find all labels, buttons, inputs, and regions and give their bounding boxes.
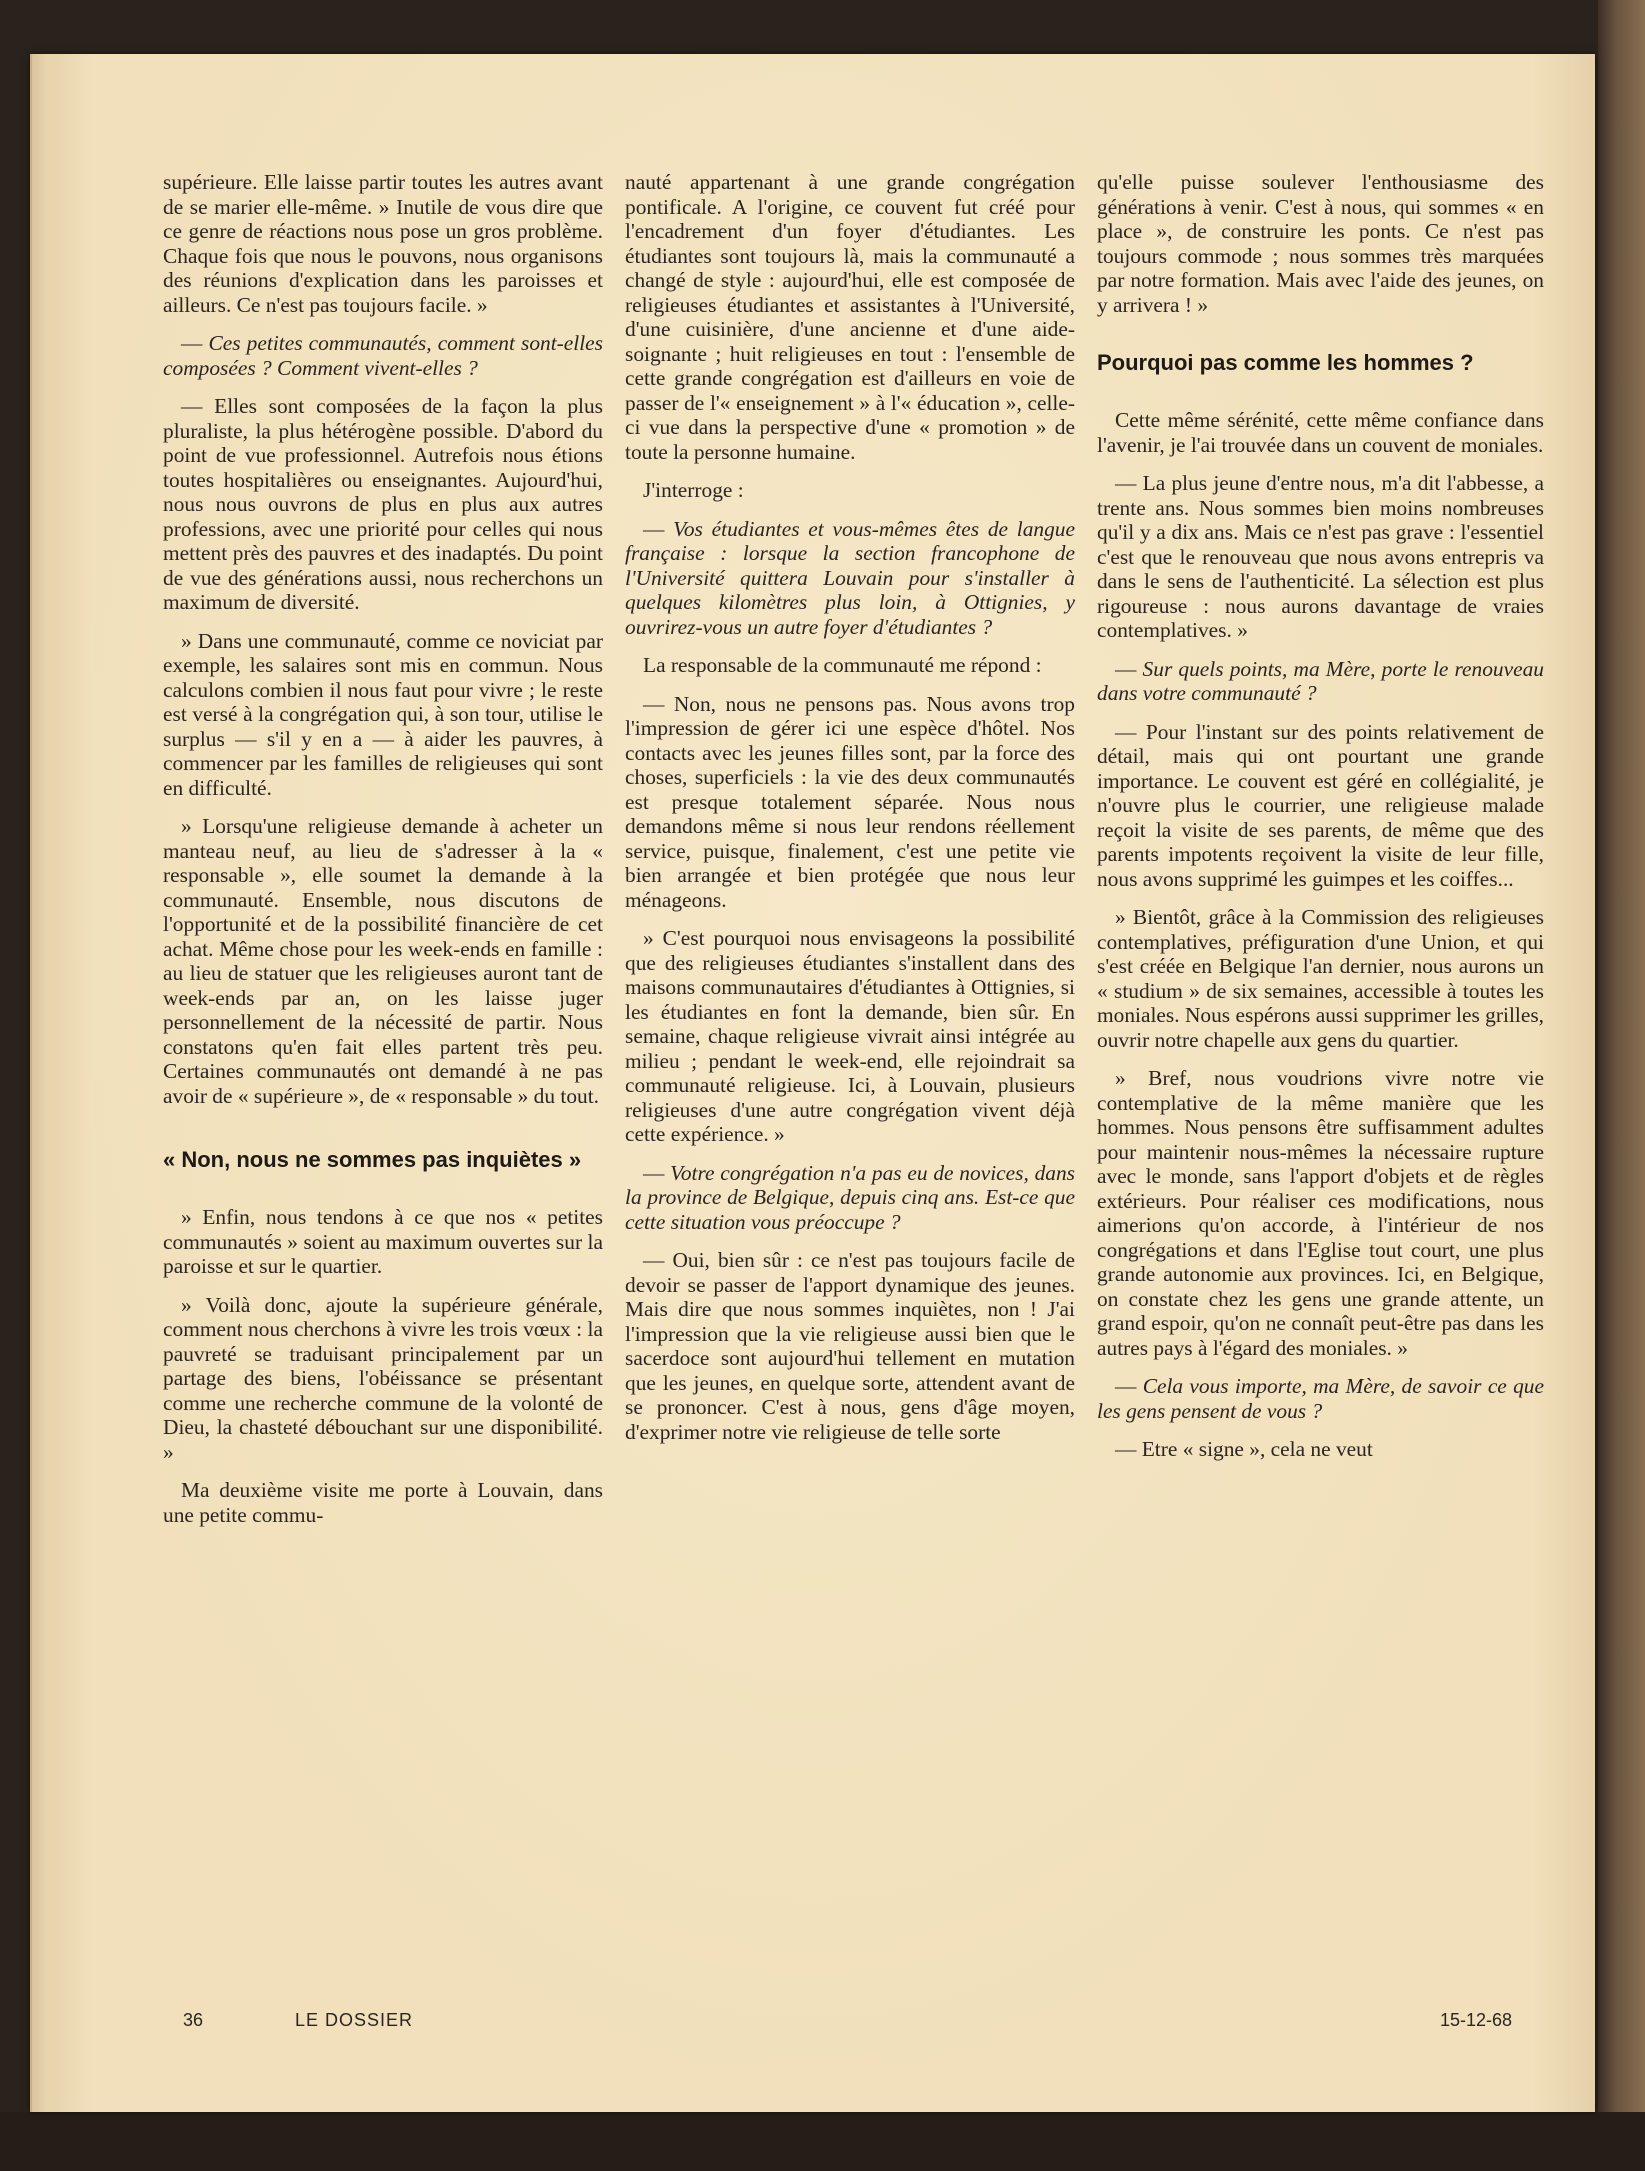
paragraph: qu'elle puisse soulever l'enthousiasme des générations à venir. C'est à nous, qui sommes « en place », de construire les ponts. Ce n'est pas toujours commode ; nous sommes très marquées par notre formation. Mais avec l'aide des jeunes, on y arrivera ! » — [1097, 170, 1544, 317]
paragraph: — La plus jeune d'entre nous, m'a dit l'abbesse, a trente ans. Nous sommes bien moins nombreuses qu'il y a dix ans. Mais ce n'est pas grave : l'essentiel c'est que le renouveau que nous avons entrepris va dans le sens de l'authenticité. La sélection est plus rigoureuse : nous aurons davantage de vraies contemplatives. » — [1097, 471, 1544, 642]
paragraph: » Enfin, nous tendons à ce que nos « petites communautés » soient au maximum ouvertes sur la paroisse et sur le quartier. — [163, 1205, 603, 1278]
paragraph: » Bientôt, grâce à la Commission des religieuses contemplatives, préfiguration d'une Union, et qui s'est créée en Belgique l'an dernier, nous aurons un « studium » de six semaines, accessible à toutes les moniales. Nous espérons aussi supprimer les grilles, ouvrir notre chapelle aux gens du quartier. — [1097, 905, 1544, 1052]
column-1 — [163, 170, 603, 1541]
question: — Votre congrégation n'a pas eu de novices, dans la province de Belgique, depuis cinq ans. Est-ce que cette situation vous préoccupe ? — [625, 1160, 1075, 1234]
page-binding-edge — [30, 54, 58, 2112]
paragraph: — Elles sont composées de la façon la plus pluraliste, la plus hétérogène possible. D'abord du point de vue professionnel. Autrefois nous étions toutes hospitalières ou enseignantes. Aujourd'hui, nous nous ouvrons de plus en plus aux autres professions, avec une priorité pour celles qui nous mettent près des pauvres et des inadaptés. Du point de vue des générations aussi, nous recherchons un maximum de diversité. — [163, 394, 603, 614]
scan-background — [0, 2112, 1645, 2171]
question: — Vos étudiantes et vous-mêmes êtes de langue française : lorsque la section francophone de l'Université quittera Louvain pour s'installer à quelques kilomètres plus loin, à Ottignies, y ouvrirez-vous un autre foyer d'étudiantes ? — [625, 516, 1075, 639]
paragraph: J'interroge : — [643, 478, 744, 502]
question: — Sur quels points, ma Mère, porte le renouveau dans votre communauté ? — [1097, 656, 1544, 705]
paragraph: — Pour l'instant sur des points relativement de détail, mais qui ont pourtant une grande importance. Le couvent est géré en collégialité, je n'ouvre plus le courrier, une religieuse malade reçoit la visite de ses parents, de même que des parents impotents reçoivent la visite de leur fille, nous avons supprimé les guimpes et les coiffes... — [1097, 719, 1544, 891]
page-number: 36 — [183, 2010, 204, 2030]
adjacent-page-edge — [1598, 0, 1645, 2171]
paragraph: » Voilà donc, ajoute la supérieure générale, comment nous cherchons à vivre les trois vœux : la pauvreté se traduisant principalement par un partage des biens, l'obéissance se présentant comme une recherche commune de la volonté de Dieu, la chasteté débouchant sur une disponibilité. » — [163, 1292, 603, 1464]
paragraph: » Lorsqu'une religieuse demande à acheter un manteau neuf, au lieu de s'adresser à la « responsable », elle soumet la demande à la communauté. Ensemble, nous discutons de l'opportunité et de la possibilité financière de cet achat. Même chose pour les week-ends en famille : au lieu de statuer que les religieuses auront tant de week-ends par an, on les laisse juger personnellement de la nécessité de partir. Nous constatons qu'en fait elles partent très peu. Certaines communautés ont demandé à ne pas avoir de « supérieure », de « responsable » du tout. — [163, 814, 603, 1108]
paragraph: — Oui, bien sûr : ce n'est pas toujours facile de devoir se passer de l'apport dynamique des jeunes. Mais dire que nous sommes inquiètes, non ! J'ai l'impression que la vie religieuse aussi bien que le sacerdoce sont aujourd'hui tellement en mutation que les jeunes, en quelque sorte, attendent avant de se prononcer. C'est à nous, gens d'âge moyen, d'exprimer notre vie religieuse de telle sorte — [625, 1248, 1075, 1444]
paragraph: » Bref, nous voudrions vivre notre vie contemplative de la même manière que les hommes. Nous pensons être suffisamment adultes pour maintenir nous-mêmes la nécessaire rupture avec le monde, sans l'apport d'objets et de règles extérieurs. Pour réaliser ces modifications, nous aimerions qu'on accorde, à l'intérieur de nos congrégations et dans l'Eglise tout court, une plus grande autonomie aux provinces. Ici, en Belgique, on constate chez les gens une grande attente, un grand espoir, qu'on ne connaît peut-être pas dans les autres pays à l'égard des moniales. » — [1097, 1066, 1544, 1360]
paragraph: supérieure. Elle laisse partir toutes les autres avant de se marier elle-même. » Inutile de vous dire que ce genre de réactions nous pose un gros problème. Chaque fois que nous le pouvons, nous organisons des réunions d'explication dans les paroisses et ailleurs. Ce n'est pas toujours facile. » — [163, 170, 603, 317]
question: — Ces petites communautés, comment sont-elles composées ? Comment vivent-elles ? — [163, 331, 603, 380]
column-3 — [1097, 170, 1544, 1476]
column-2 — [625, 170, 1075, 1458]
issue-date: 15-12-68 — [1440, 2010, 1513, 2030]
paragraph: nauté appartenant à une grande congrégation pontificale. A l'origine, ce couvent fut créé pour l'encadrement d'un foyer d'étudiantes. Les étudiantes sont toujours là, mais la communauté a changé de style : aujourd'hui, elle est composée de religieuses étudiantes et assistantes à l'Université, d'une cuisinière, d'une ancienne et d'une aide-soignante ; huit religieuses en tout : l'ensemble de cette grande congrégation est d'ailleurs en voie de passer de l'« enseignement » à l'« éducation », celle-ci vue dans la perspective d'une « promotion » de toute la personne humaine. — [625, 170, 1075, 464]
paragraph: — Non, nous ne pensons pas. Nous avons trop l'impression de gérer ici une espèce d'hôtel. Nos contacts avec les jeunes filles sont, par la force des choses, superficiels : la vie des deux communautés est presque totalement séparée. Nous nous demandons même si nous leur rendons réellement service, puisque, finalement, c'est une petite vie bien arrangée et bien protégée que nous leur ménageons. — [625, 691, 1075, 912]
section-heading: « Non, nous ne sommes pas inquiètes » — [163, 1147, 582, 1172]
paragraph: Ma deuxième visite me porte à Louvain, dans une petite commu- — [163, 1478, 603, 1527]
publication-title: LE DOSSIER — [295, 2010, 414, 2030]
section-heading: Pourquoi pas comme les hommes ? — [1097, 350, 1474, 375]
paragraph: — Etre « signe », cela ne veut — [1115, 1437, 1373, 1461]
paragraph: La responsable de la communauté me répond : — [643, 653, 1042, 677]
question: — Cela vous importe, ma Mère, de savoir ce que les gens pensent de vous ? — [1097, 1374, 1544, 1423]
paragraph: Cette même sérénité, cette même confiance dans l'avenir, je l'ai trouvée dans un couvent de moniales. — [1097, 408, 1544, 457]
paragraph: » Dans une communauté, comme ce noviciat par exemple, les salaires sont mis en commun. Nous calculons combien il nous faut pour vivre ; le reste est versé à la congrégation qui, à son tour, utilise le surplus — s'il y en a — à aider les pauvres, à commencer par les familles de religieuses qui sont en difficulté. — [163, 628, 603, 800]
paragraph: » C'est pourquoi nous envisageons la possibilité que des religieuses étudiantes s'installent dans des maisons communautaires d'étudiantes à Ottignies, si les étudiantes en font la demande, bien sûr. En semaine, chaque religieuse vivrait ainsi intégrée au milieu ; pendant le week-end, elle rejoindrait sa communauté religieuse. Ici, à Louvain, plusieurs religieuses d'une autre congrégation vivent déjà cette expérience. » — [625, 926, 1075, 1146]
